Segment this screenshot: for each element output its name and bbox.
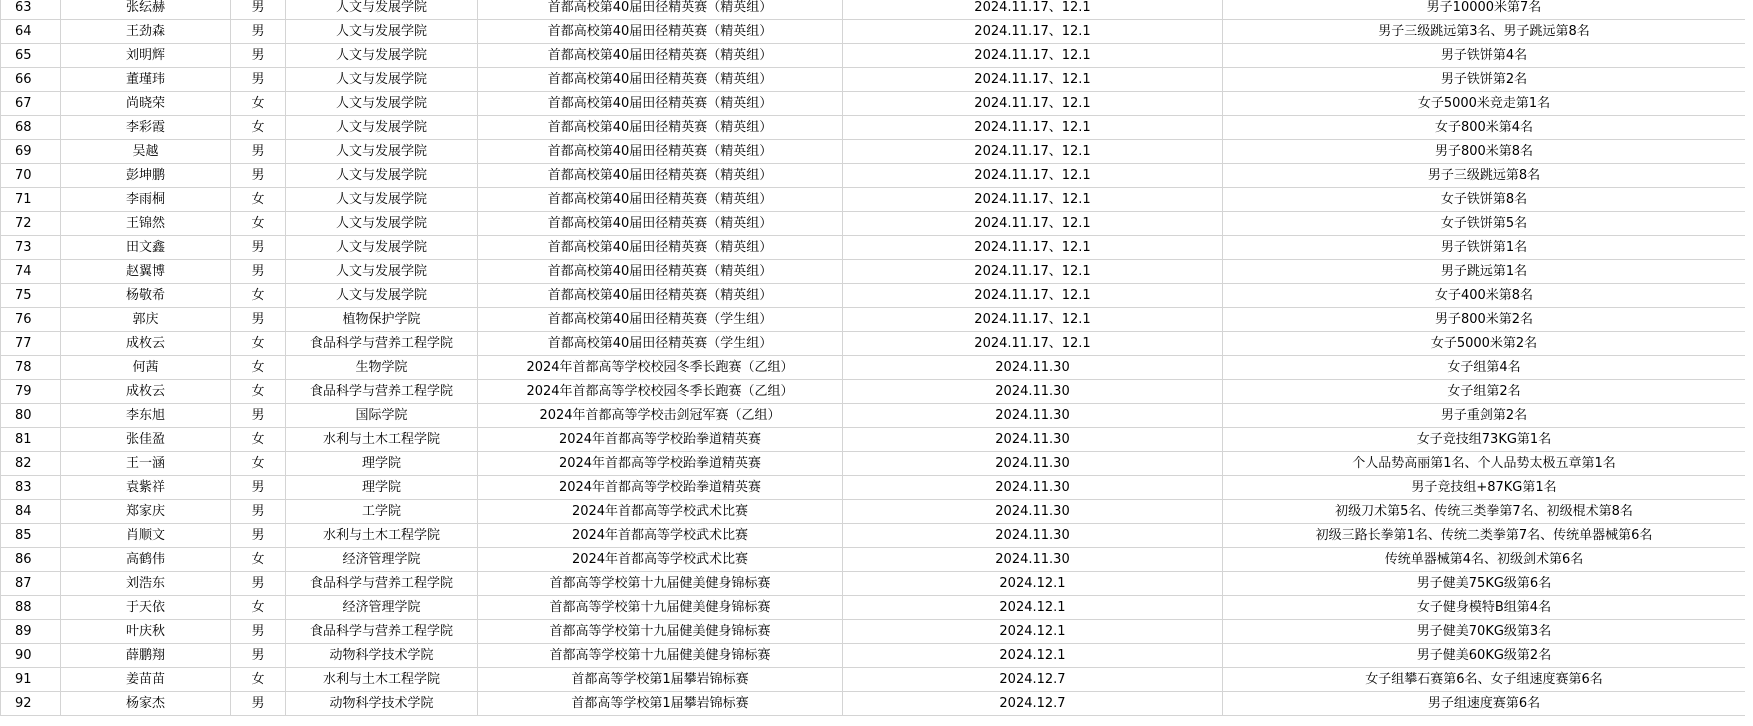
- gender-cell[interactable]: 男: [231, 140, 286, 164]
- name-cell[interactable]: 李雨桐: [61, 188, 231, 212]
- result-cell[interactable]: 男子竞技组+87KG第1名: [1223, 476, 1746, 500]
- event-cell[interactable]: 首都高等学校第十九届健美健身锦标赛: [478, 572, 843, 596]
- table-row: [1, 260, 1746, 284]
- college-cell[interactable]: 人文与发展学院: [286, 92, 478, 116]
- college-cell[interactable]: 工学院: [286, 500, 478, 524]
- row-number-cell[interactable]: 82: [1, 452, 61, 476]
- name-cell[interactable]: 王劲森: [61, 20, 231, 44]
- gender-cell[interactable]: 女: [231, 428, 286, 452]
- name-cell[interactable]: 成枚云: [61, 380, 231, 404]
- row-number-cell[interactable]: 71: [1, 188, 61, 212]
- gender-cell[interactable]: 女: [231, 212, 286, 236]
- table-row: [1, 668, 1746, 692]
- event-cell[interactable]: 首都高校第40届田径精英赛（精英组）: [478, 44, 843, 68]
- gender-cell[interactable]: 男: [231, 164, 286, 188]
- date-cell[interactable]: 2024.11.17、12.1: [843, 308, 1223, 332]
- date-cell[interactable]: 2024.11.17、12.1: [843, 140, 1223, 164]
- name-cell[interactable]: 叶庆秋: [61, 620, 231, 644]
- result-cell[interactable]: 男子铁饼第1名: [1223, 236, 1746, 260]
- college-cell[interactable]: 人文与发展学院: [286, 188, 478, 212]
- college-cell[interactable]: 经济管理学院: [286, 548, 478, 572]
- date-cell[interactable]: 2024.12.7: [843, 668, 1223, 692]
- result-cell[interactable]: 男子跳远第1名: [1223, 260, 1746, 284]
- table-row: [1, 68, 1746, 92]
- event-cell[interactable]: 2024年首都高等学校武术比赛: [478, 500, 843, 524]
- table-row: [1, 212, 1746, 236]
- result-cell[interactable]: 男子800米第8名: [1223, 140, 1746, 164]
- college-cell[interactable]: 水利与土木工程学院: [286, 668, 478, 692]
- college-cell[interactable]: 人文与发展学院: [286, 140, 478, 164]
- event-cell[interactable]: 首都高校第40届田径精英赛（精英组）: [478, 0, 843, 20]
- row-number-cell[interactable]: 69: [1, 140, 61, 164]
- date-cell[interactable]: 2024.11.17、12.1: [843, 164, 1223, 188]
- table-row: [1, 0, 1746, 20]
- date-cell[interactable]: 2024.12.1: [843, 596, 1223, 620]
- name-cell[interactable]: 吴越: [61, 140, 231, 164]
- table-row: [1, 500, 1746, 524]
- result-cell[interactable]: 传统单器械第4名、初级剑术第6名: [1223, 548, 1746, 572]
- date-cell[interactable]: 2024.12.1: [843, 620, 1223, 644]
- row-number-cell[interactable]: 84: [1, 500, 61, 524]
- gender-cell[interactable]: 男: [231, 692, 286, 716]
- row-number-cell[interactable]: 70: [1, 164, 61, 188]
- result-cell[interactable]: 女子5000米第2名: [1223, 332, 1746, 356]
- event-cell[interactable]: 首都高等学校第十九届健美健身锦标赛: [478, 596, 843, 620]
- result-cell[interactable]: 男子三级跳远第3名、男子跳远第8名: [1223, 20, 1746, 44]
- row-number-cell[interactable]: 80: [1, 404, 61, 428]
- result-cell[interactable]: 男子10000米第7名: [1223, 0, 1746, 20]
- college-cell[interactable]: 国际学院: [286, 404, 478, 428]
- name-cell[interactable]: 彭坤鹏: [61, 164, 231, 188]
- table-body: [1, 0, 1746, 716]
- date-cell[interactable]: 2024.11.17、12.1: [843, 236, 1223, 260]
- gender-cell[interactable]: 女: [231, 668, 286, 692]
- gender-cell[interactable]: 女: [231, 332, 286, 356]
- row-number-cell[interactable]: 90: [1, 644, 61, 668]
- name-cell[interactable]: 高鹤伟: [61, 548, 231, 572]
- row-number-cell[interactable]: 83: [1, 476, 61, 500]
- event-cell[interactable]: 首都高等学校第十九届健美健身锦标赛: [478, 620, 843, 644]
- name-cell[interactable]: 尚晓荣: [61, 92, 231, 116]
- row-number-cell[interactable]: 68: [1, 116, 61, 140]
- gender-cell[interactable]: 女: [231, 92, 286, 116]
- row-number-cell[interactable]: 66: [1, 68, 61, 92]
- gender-cell[interactable]: 女: [231, 452, 286, 476]
- gender-cell[interactable]: 男: [231, 476, 286, 500]
- table-row: [1, 572, 1746, 596]
- gender-cell[interactable]: 男: [231, 260, 286, 284]
- college-cell[interactable]: 水利与土木工程学院: [286, 524, 478, 548]
- name-cell[interactable]: 薛鹏翔: [61, 644, 231, 668]
- date-cell[interactable]: 2024.11.17、12.1: [843, 0, 1223, 20]
- name-cell[interactable]: 张佳盈: [61, 428, 231, 452]
- row-number-cell[interactable]: 91: [1, 668, 61, 692]
- college-cell[interactable]: 人文与发展学院: [286, 212, 478, 236]
- row-number-cell[interactable]: 63: [1, 0, 61, 20]
- result-cell[interactable]: 女子组攀石赛第6名、女子组速度赛第6名: [1223, 668, 1746, 692]
- gender-cell[interactable]: 男: [231, 20, 286, 44]
- date-cell[interactable]: 2024.12.1: [843, 644, 1223, 668]
- name-cell[interactable]: 李东旭: [61, 404, 231, 428]
- event-cell[interactable]: 2024年首都高等学校跆拳道精英赛: [478, 452, 843, 476]
- result-cell[interactable]: 女子5000米竞走第1名: [1223, 92, 1746, 116]
- college-cell[interactable]: 人文与发展学院: [286, 68, 478, 92]
- table-row: [1, 404, 1746, 428]
- date-cell[interactable]: 2024.11.30: [843, 404, 1223, 428]
- college-cell[interactable]: 生物学院: [286, 356, 478, 380]
- row-number-cell[interactable]: 74: [1, 260, 61, 284]
- table-row: [1, 380, 1746, 404]
- date-cell[interactable]: 2024.12.1: [843, 572, 1223, 596]
- event-cell[interactable]: 首都高等学校第1届攀岩锦标赛: [478, 668, 843, 692]
- college-cell[interactable]: 动物科学技术学院: [286, 692, 478, 716]
- event-cell[interactable]: 首都高校第40届田径精英赛（精英组）: [478, 284, 843, 308]
- row-number-cell[interactable]: 89: [1, 620, 61, 644]
- college-cell[interactable]: 人文与发展学院: [286, 116, 478, 140]
- row-number-cell[interactable]: 75: [1, 284, 61, 308]
- row-number-cell[interactable]: 92: [1, 692, 61, 716]
- event-cell[interactable]: 2024年首都高等学校武术比赛: [478, 524, 843, 548]
- gender-cell[interactable]: 男: [231, 644, 286, 668]
- gender-cell[interactable]: 女: [231, 116, 286, 140]
- result-cell[interactable]: 初级刀术第5名、传统三类拳第7名、初级棍术第8名: [1223, 500, 1746, 524]
- gender-cell[interactable]: 男: [231, 500, 286, 524]
- gender-cell[interactable]: 男: [231, 236, 286, 260]
- event-cell[interactable]: 首都高校第40届田径精英赛（学生组）: [478, 308, 843, 332]
- college-cell[interactable]: 食品科学与营养工程学院: [286, 572, 478, 596]
- table-row: [1, 692, 1746, 716]
- date-cell[interactable]: 2024.11.17、12.1: [843, 260, 1223, 284]
- name-cell[interactable]: 姜苗苗: [61, 668, 231, 692]
- event-cell[interactable]: 首都高校第40届田径精英赛（精英组）: [478, 20, 843, 44]
- result-cell[interactable]: 女子800米第4名: [1223, 116, 1746, 140]
- row-number-cell[interactable]: 76: [1, 308, 61, 332]
- result-cell[interactable]: 男子铁饼第4名: [1223, 44, 1746, 68]
- table-row: [1, 332, 1746, 356]
- event-cell[interactable]: 首都高校第40届田径精英赛（学生组）: [478, 332, 843, 356]
- college-cell[interactable]: 经济管理学院: [286, 596, 478, 620]
- gender-cell[interactable]: 女: [231, 596, 286, 620]
- table-row: [1, 140, 1746, 164]
- gender-cell[interactable]: 男: [231, 572, 286, 596]
- gender-cell[interactable]: 女: [231, 548, 286, 572]
- date-cell[interactable]: 2024.11.30: [843, 548, 1223, 572]
- event-cell[interactable]: 2024年首都高等学校跆拳道精英赛: [478, 428, 843, 452]
- date-cell[interactable]: 2024.11.17、12.1: [843, 332, 1223, 356]
- gender-cell[interactable]: 女: [231, 284, 286, 308]
- name-cell[interactable]: 田文鑫: [61, 236, 231, 260]
- table-row: [1, 524, 1746, 548]
- gender-cell[interactable]: 男: [231, 0, 286, 20]
- college-cell[interactable]: 理学院: [286, 452, 478, 476]
- event-cell[interactable]: 首都高校第40届田径精英赛（精英组）: [478, 188, 843, 212]
- event-cell[interactable]: 首都高校第40届田径精英赛（精英组）: [478, 212, 843, 236]
- event-cell[interactable]: 首都高校第40届田径精英赛（精英组）: [478, 260, 843, 284]
- date-cell[interactable]: 2024.11.17、12.1: [843, 116, 1223, 140]
- window-edge: [1745, 0, 1753, 726]
- event-cell[interactable]: 首都高等学校第十九届健美健身锦标赛: [478, 644, 843, 668]
- row-number-cell[interactable]: 64: [1, 20, 61, 44]
- name-cell[interactable]: 于天依: [61, 596, 231, 620]
- table-row: [1, 20, 1746, 44]
- result-cell[interactable]: 女子组第4名: [1223, 356, 1746, 380]
- result-cell[interactable]: 女子400米第8名: [1223, 284, 1746, 308]
- result-cell[interactable]: 男子重剑第2名: [1223, 404, 1746, 428]
- date-cell[interactable]: 2024.11.30: [843, 524, 1223, 548]
- row-number-cell[interactable]: 88: [1, 596, 61, 620]
- result-cell[interactable]: 女子铁饼第5名: [1223, 212, 1746, 236]
- date-cell[interactable]: 2024.11.30: [843, 500, 1223, 524]
- row-number-cell[interactable]: 65: [1, 44, 61, 68]
- table-row: [1, 188, 1746, 212]
- gender-cell[interactable]: 男: [231, 404, 286, 428]
- result-cell[interactable]: 女子组第2名: [1223, 380, 1746, 404]
- gender-cell[interactable]: 女: [231, 188, 286, 212]
- date-cell[interactable]: 2024.11.17、12.1: [843, 68, 1223, 92]
- gender-cell[interactable]: 男: [231, 620, 286, 644]
- name-cell[interactable]: 杨家杰: [61, 692, 231, 716]
- result-cell[interactable]: 个人品势高丽第1名、个人品势太极五章第1名: [1223, 452, 1746, 476]
- name-cell[interactable]: 李彩霞: [61, 116, 231, 140]
- event-cell[interactable]: 首都高校第40届田径精英赛（精英组）: [478, 68, 843, 92]
- table-row: [1, 356, 1746, 380]
- college-cell[interactable]: 动物科学技术学院: [286, 644, 478, 668]
- college-cell[interactable]: 水利与土木工程学院: [286, 428, 478, 452]
- row-number-cell[interactable]: 77: [1, 332, 61, 356]
- row-number-cell[interactable]: 72: [1, 212, 61, 236]
- event-cell[interactable]: 首都高校第40届田径精英赛（精英组）: [478, 140, 843, 164]
- result-cell[interactable]: 男子健美60KG级第2名: [1223, 644, 1746, 668]
- result-cell[interactable]: 男子健美75KG级第6名: [1223, 572, 1746, 596]
- table-row: [1, 548, 1746, 572]
- result-cell[interactable]: 女子铁饼第8名: [1223, 188, 1746, 212]
- name-cell[interactable]: 袁紫祥: [61, 476, 231, 500]
- gender-cell[interactable]: 男: [231, 68, 286, 92]
- date-cell[interactable]: 2024.11.30: [843, 356, 1223, 380]
- gender-cell[interactable]: 女: [231, 356, 286, 380]
- date-cell[interactable]: 2024.11.30: [843, 428, 1223, 452]
- name-cell[interactable]: 王一涵: [61, 452, 231, 476]
- name-cell[interactable]: 刘浩东: [61, 572, 231, 596]
- table-row: [1, 116, 1746, 140]
- college-cell[interactable]: 食品科学与营养工程学院: [286, 620, 478, 644]
- table-row: [1, 428, 1746, 452]
- event-cell[interactable]: 首都高校第40届田径精英赛（精英组）: [478, 92, 843, 116]
- result-cell[interactable]: 男子铁饼第2名: [1223, 68, 1746, 92]
- row-number-cell[interactable]: 79: [1, 380, 61, 404]
- date-cell[interactable]: 2024.11.17、12.1: [843, 44, 1223, 68]
- event-cell[interactable]: 首都高校第40届田径精英赛（精英组）: [478, 236, 843, 260]
- date-cell[interactable]: 2024.11.30: [843, 452, 1223, 476]
- event-cell[interactable]: 2024年首都高等学校跆拳道精英赛: [478, 476, 843, 500]
- result-cell[interactable]: 男子800米第2名: [1223, 308, 1746, 332]
- table-row: [1, 476, 1746, 500]
- table-row: [1, 92, 1746, 116]
- college-cell[interactable]: 人文与发展学院: [286, 44, 478, 68]
- date-cell[interactable]: 2024.11.17、12.1: [843, 284, 1223, 308]
- date-cell[interactable]: 2024.11.17、12.1: [843, 212, 1223, 236]
- result-cell[interactable]: 男子三级跳远第8名: [1223, 164, 1746, 188]
- event-cell[interactable]: 2024年首都高等学校校园冬季长跑赛（乙组）: [478, 356, 843, 380]
- table-row: [1, 308, 1746, 332]
- table-row: [1, 644, 1746, 668]
- college-cell[interactable]: 植物保护学院: [286, 308, 478, 332]
- name-cell[interactable]: 郑家庆: [61, 500, 231, 524]
- row-number-cell[interactable]: 78: [1, 356, 61, 380]
- gender-cell[interactable]: 女: [231, 380, 286, 404]
- event-cell[interactable]: 首都高等学校第1届攀岩锦标赛: [478, 692, 843, 716]
- college-cell[interactable]: 人文与发展学院: [286, 260, 478, 284]
- date-cell[interactable]: 2024.11.17、12.1: [843, 92, 1223, 116]
- table-row: [1, 452, 1746, 476]
- row-number-cell[interactable]: 86: [1, 548, 61, 572]
- table-row: [1, 44, 1746, 68]
- name-cell[interactable]: 杨敬希: [61, 284, 231, 308]
- name-cell[interactable]: 成枚云: [61, 332, 231, 356]
- college-cell[interactable]: 人文与发展学院: [286, 164, 478, 188]
- college-cell[interactable]: 人文与发展学院: [286, 0, 478, 20]
- date-cell[interactable]: 2024.11.17、12.1: [843, 20, 1223, 44]
- date-cell[interactable]: 2024.11.17、12.1: [843, 188, 1223, 212]
- college-cell[interactable]: 理学院: [286, 476, 478, 500]
- row-number-cell[interactable]: 73: [1, 236, 61, 260]
- name-cell[interactable]: 肖顺文: [61, 524, 231, 548]
- row-number-cell[interactable]: 87: [1, 572, 61, 596]
- event-cell[interactable]: 首都高校第40届田径精英赛（精英组）: [478, 116, 843, 140]
- event-cell[interactable]: 首都高校第40届田径精英赛（精英组）: [478, 164, 843, 188]
- result-cell[interactable]: 男子组速度赛第6名: [1223, 692, 1746, 716]
- event-cell[interactable]: 2024年首都高等学校击剑冠军赛（乙组）: [478, 404, 843, 428]
- date-cell[interactable]: 2024.12.7: [843, 692, 1223, 716]
- name-cell[interactable]: 郭庆: [61, 308, 231, 332]
- college-cell[interactable]: 人文与发展学院: [286, 284, 478, 308]
- name-cell[interactable]: 赵翼博: [61, 260, 231, 284]
- result-cell[interactable]: 女子竞技组73KG第1名: [1223, 428, 1746, 452]
- result-cell[interactable]: 女子健身模特B组第4名: [1223, 596, 1746, 620]
- row-number-cell[interactable]: 81: [1, 428, 61, 452]
- event-cell[interactable]: 2024年首都高等学校武术比赛: [478, 548, 843, 572]
- name-cell[interactable]: 王锦然: [61, 212, 231, 236]
- gender-cell[interactable]: 男: [231, 524, 286, 548]
- row-number-cell[interactable]: 67: [1, 92, 61, 116]
- name-cell[interactable]: 何茜: [61, 356, 231, 380]
- event-cell[interactable]: 2024年首都高等学校校园冬季长跑赛（乙组）: [478, 380, 843, 404]
- date-cell[interactable]: 2024.11.30: [843, 476, 1223, 500]
- gender-cell[interactable]: 男: [231, 308, 286, 332]
- college-cell[interactable]: 人文与发展学院: [286, 20, 478, 44]
- college-cell[interactable]: 人文与发展学院: [286, 236, 478, 260]
- name-cell[interactable]: 张纭赫: [61, 0, 231, 20]
- result-cell[interactable]: 初级三路长拳第1名、传统二类拳第7名、传统单器械第6名: [1223, 524, 1746, 548]
- row-number-cell[interactable]: 85: [1, 524, 61, 548]
- table-row: [1, 236, 1746, 260]
- table-row: [1, 620, 1746, 644]
- college-cell[interactable]: 食品科学与营养工程学院: [286, 380, 478, 404]
- table-row: [1, 596, 1746, 620]
- name-cell[interactable]: 刘明辉: [61, 44, 231, 68]
- name-cell[interactable]: 董瑾玮: [61, 68, 231, 92]
- table-row: [1, 164, 1746, 188]
- table-row: [1, 284, 1746, 308]
- college-cell[interactable]: 食品科学与营养工程学院: [286, 332, 478, 356]
- date-cell[interactable]: 2024.11.30: [843, 380, 1223, 404]
- result-cell[interactable]: 男子健美70KG级第3名: [1223, 620, 1746, 644]
- gender-cell[interactable]: 男: [231, 44, 286, 68]
